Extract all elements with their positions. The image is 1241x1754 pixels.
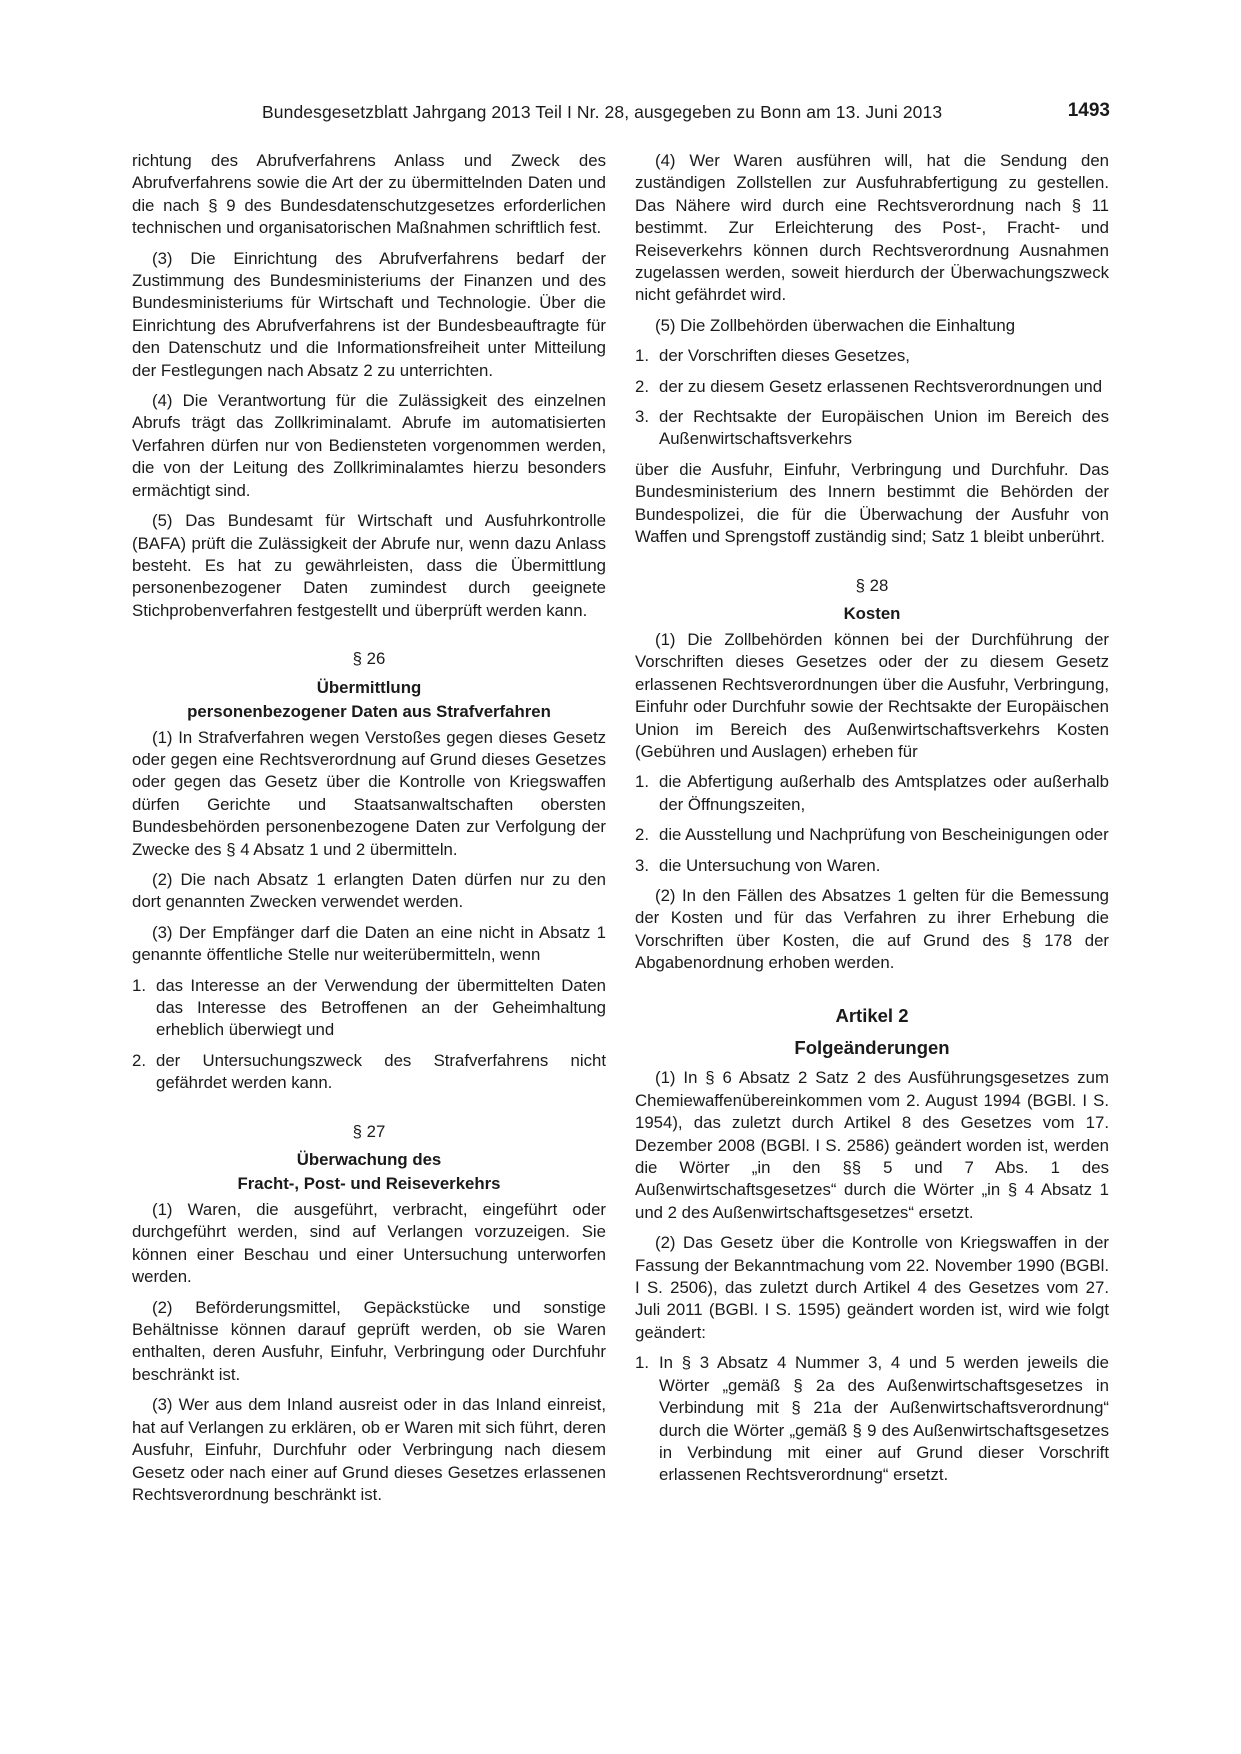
paragraph: (1) Die Zollbehörden können bei der Durchführung der Vorschriften dieses Gesetzes oder der zu diesem Gesetz erlassenen Rechtsverordnungen über die Ausfuhr, Verbringung, Einfuhr oder Durchfuhr sowie der Rechtsakte der Europäischen Union im Bereich des Außenwirtschaftsverkehrs Kosten (Gebühren und Auslagen) erheben für (635, 629, 1109, 761)
section-title: Übermittlung (316, 677, 422, 697)
paragraph: (2) In den Fällen des Absatzes 1 gelten für die Bemessung der Kosten und für das Verfahren zu ihrer Erhebung die Vorschriften über Kosten, die auf Grund des § 178 der Abgabenordnung erhoben werden. (635, 885, 1109, 973)
list-item (635, 1352, 1109, 1486)
paragraph: (3) Der Empfänger darf die Daten an eine nicht in Absatz 1 genannte öffentliche Stelle nur weiterübermitteln, wenn (132, 922, 606, 965)
paragraph: (2) Beförderungsmittel, Gepäckstücke und sonstige Behältnisse können darauf geprüft werden, ob sie Waren enthalten, deren Ausfuhr, Einfuhr, Verbringung oder Durchfuhr beschränkt ist. (132, 1297, 606, 1384)
running-header: Bundesgesetzblatt Jahrgang 2013 Teil I Nr. 28, ausgegeben zu Bonn am 13. Juni 2013 (262, 102, 943, 122)
list-number: 1. (635, 1353, 649, 1373)
paragraph: über die Ausfuhr, Einfuhr, Verbringung und Durchfuhr. Das Bundesministerium des Innern bestimmt die Behörden der Bundespolizei, die für die Überwachung der Ausfuhr von Waffen und Sprengstoff zuständig sind; Satz 1 bleibt unberührt. (635, 459, 1109, 547)
list-text: der zu diesem Gesetz erlassenen Rechtsverordnungen und (659, 376, 1103, 396)
list-item (132, 1050, 606, 1095)
list-text: der Untersuchungszweck des Strafverfahrens nicht gefährdet werden kann. (156, 1050, 606, 1093)
list-item (635, 771, 1109, 816)
list-number: 2. (635, 825, 649, 845)
list-text: die Ausstellung und Nachprüfung von Bescheinigungen oder (659, 825, 1109, 845)
paragraph: richtung des Abrufverfahrens Anlass und Zweck des Abrufverfahrens sowie die Art der zu übermittelnden Daten und die nach § 9 des Bundesdatenschutzgesetzes erforderlichen technischen und organisatorischen Maßnahmen schriftlich fest. (132, 151, 606, 238)
page-number: 1493 (1067, 100, 1110, 121)
list-number: 1. (635, 346, 649, 366)
list-item (132, 975, 606, 1042)
section-title: Kosten (843, 603, 901, 623)
section-title: Überwachung des (296, 1150, 442, 1170)
list-item (635, 376, 1109, 398)
list-text: In § 3 Absatz 4 Nummer 3, 4 und 5 werden jeweils die Wörter „gemäß § 2a des Außenwirtschaftsgesetzes in Verbindung mit § 21a der Außenwirtschaftsverordnung“ durch die Wörter „gemäß § 9 des Außenwirtschaftsgesetzes in Verbindung mit einer auf Grund dieser Vorschrift erlassenen Rechtsverordnung“ ersetzt. (659, 1353, 1109, 1485)
section-title: Fracht-, Post- und Reiseverkehrs (237, 1174, 501, 1194)
list-text: der Vorschriften dieses Gesetzes, (659, 346, 910, 366)
list-number: 3. (635, 855, 649, 875)
list-item (635, 824, 1109, 846)
paragraph: (2) Das Gesetz über die Kontrolle von Kriegswaffen in der Fassung der Bekanntmachung vom 22. November 1990 (BGBl. I S. 2506), das zuletzt durch Artikel 4 des Gesetzes vom 27. Juli 2011 (BGBl. I S. 1595) geändert worden ist, wird wie folgt geändert: (635, 1233, 1109, 1342)
article-title: Folgeänderungen (794, 1037, 950, 1058)
article-number: Artikel 2 (835, 1004, 909, 1026)
section-title: personenbezogener Daten aus Strafverfahren (187, 701, 551, 721)
list-number: 1. (132, 975, 146, 995)
list-item (635, 345, 1109, 367)
list-text: der Rechtsakte der Europäischen Union im Bereich des Außenwirtschaftsverkehrs (659, 407, 1109, 449)
paragraph: (1) Waren, die ausgeführt, verbracht, eingeführt oder durchgeführt werden, sind auf Verlangen vorzuzeigen. Sie können einer Beschau und einer Untersuchung unterworfen werden. (132, 1200, 606, 1287)
list-number: 1. (635, 772, 649, 792)
right-column (635, 150, 1109, 1495)
list-number: 2. (635, 376, 649, 396)
paragraph: (5) Die Zollbehörden überwachen die Einhaltung (655, 315, 1016, 335)
left-column (132, 150, 606, 1514)
section-number: § 26 (352, 649, 386, 669)
page-header (132, 100, 1110, 126)
paragraph: (1) In § 6 Absatz 2 Satz 2 des Ausführungsgesetzes zum Chemiewaffenübereinkommen vom 2. August 1994 (BGBl. I S. 1954), das zuletzt durch Artikel 8 des Gesetzes vom 17. Dezember 2008 (BGBl. I S. 2586) geändert worden ist, werden die Wörter „in den §§ 5 und 7 Abs. 1 des Außenwirtschaftsgesetzes“ durch die Wörter „in § 4 Absatz 1 und 2 des Außenwirtschaftsgesetzes“ ersetzt. (635, 1068, 1109, 1222)
paragraph: (4) Wer Waren ausführen will, hat die Sendung den zuständigen Zollstellen zur Ausfuhrabfertigung zu gestellen. Das Nähere wird durch eine Rechtsverordnung nach § 11 bestimmt. Zur Erleichterung des Post-, Fracht- und Reiseverkehrs können durch Rechtsverordnung Ausnahmen zugelassen werden, soweit hierdurch der Überwachungszweck nicht gefährdet wird. (635, 151, 1109, 305)
list-item (635, 406, 1109, 451)
list-item (635, 855, 1109, 877)
list-text: die Untersuchung von Waren. (659, 855, 881, 875)
section-number: § 28 (855, 575, 889, 595)
paragraph: (5) Das Bundesamt für Wirtschaft und Ausfuhrkontrolle (BAFA) prüft die Zulässigkeit der Abrufe nur, wenn dazu Anlass besteht. Es hat zu gewährleisten, dass die Übermittlung personenbezogener Daten zumindest durch geeignete Stichprobenverfahren festgestellt und überprüft werden kann. (132, 511, 606, 620)
paragraph: (1) In Strafverfahren wegen Verstoßes gegen dieses Gesetz oder gegen eine Rechtsverordnung auf Grund dieses Gesetzes oder gegen das Gesetz über die Kontrolle von Kriegswaffen dürfen Gerichte und Staatsanwaltschaften obersten Bundesbehörden personenbezogene Daten zur Verfolgung der Zwecke des § 4 Absatz 1 und 2 übermitteln. (132, 727, 606, 859)
paragraph: (3) Die Einrichtung des Abrufverfahrens bedarf der Zustimmung des Bundesministeriums der Finanzen und des Bundesministeriums für Wirtschaft und Technologie. Über die Einrichtung des Abrufverfahrens ist der Bundesbeauftragte für den Datenschutz und die Informationsfreiheit unter Mitteilung der Festlegungen nach Absatz 2 zu unterrichten. (132, 248, 606, 380)
paragraph: (2) Die nach Absatz 1 erlangten Daten dürfen nur zu den dort genannten Zwecken verwendet werden. (132, 869, 606, 912)
paragraph: (4) Die Verantwortung für die Zulässigkeit des einzelnen Abrufs trägt das Zollkriminalamt. Abrufe im automatisierten Verfahren dürfen nur von Bediensteten vorgenommen werden, die von der Leitung des Zollkriminalamtes hierzu besonders ermächtigt sind. (132, 391, 606, 500)
list-text: das Interesse an der Verwendung der übermittelten Daten das Interesse des Betroffenen an der Geheimhaltung erheblich überwiegt und (156, 975, 606, 1040)
list-number: 3. (635, 407, 649, 427)
list-number: 2. (132, 1050, 146, 1070)
list-text: die Abfertigung außerhalb des Amtsplatzes oder außerhalb der Öffnungszeiten, (659, 772, 1109, 814)
paragraph: (3) Wer aus dem Inland ausreist oder in das Inland einreist, hat auf Verlangen zu erklären, ob er Waren mit sich führt, deren Ausfuhr, Einfuhr, Durchfuhr oder Verbringung nach diesem Gesetz oder nach einer auf Grund dieses Gesetzes erlassenen Rechtsverordnung beschränkt ist. (132, 1395, 606, 1504)
section-number: § 27 (352, 1121, 386, 1141)
